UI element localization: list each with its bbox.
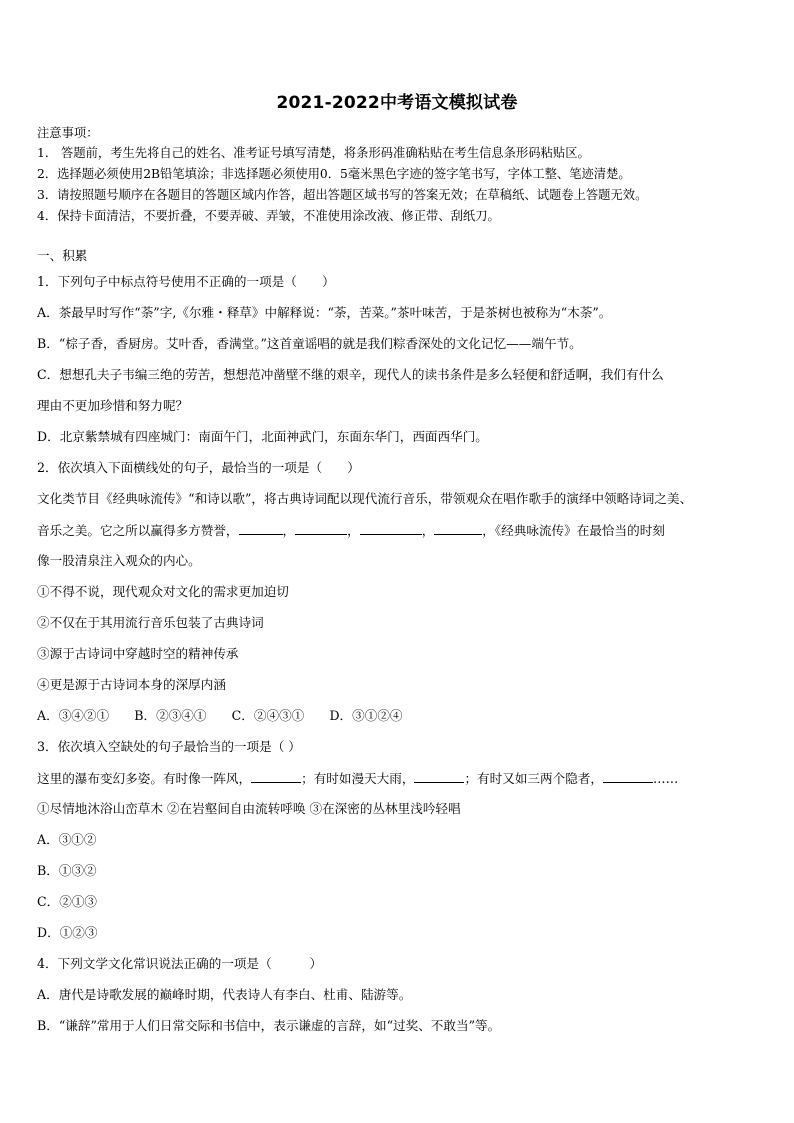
fill-blank	[239, 522, 283, 535]
question-1-option-b: B．“棕子香，香厨房。艾叶香，香满堂。”这首童谣唱的就是我们粽香深处的文化记忆——端午节。	[37, 336, 582, 351]
question-2-options: A．③④②① B．②③④① C．②④③① D．③①②④	[37, 708, 403, 723]
page-title: 2021-2022中考语文模拟试卷	[276, 93, 518, 113]
fill-blank	[295, 522, 347, 535]
question-3-option-a: A．③①②	[37, 832, 97, 847]
question-4-stem: 4．下列文学文化常识说法正确的一项是（ ）	[37, 956, 323, 971]
notice-item: 3．请按照题号顺序在各题目的答题区域内作答，超出答题区域书写的答案无效；在草稿纸、试题卷上答题无效。	[37, 188, 648, 202]
section-heading: 一、积累	[37, 248, 88, 263]
question-3-sentences: ①尽情地沐浴山峦草木 ②在岩壑间自由流转呼唤 ③在深密的丛林里浅吟轻唱	[37, 801, 461, 816]
separator: ，	[347, 523, 360, 538]
notice-item: 4．保持卡面清洁，不要折叠，不要弄破、弄皱，不准使用涂改液、修正带、刮纸刀。	[37, 209, 500, 223]
fill-blank	[434, 522, 482, 535]
question-3-option-b: B．①③②	[37, 863, 97, 878]
fill-blank	[251, 770, 301, 783]
passage-text: ；有时又如三两个隐者，	[464, 771, 603, 786]
question-2-sentence: ②不仅在于其用流行音乐包装了古典诗词	[37, 615, 264, 630]
question-3-option-d: D．①②③	[37, 925, 98, 940]
question-1-option-d: D．北京紫禁城有四座城门：南面午门，北面神武门，东面东华门，西面西华门。	[37, 429, 488, 444]
separator: ，	[482, 523, 495, 538]
question-4-option-b: B．“谦辞”常用于人们日常交际和书信中，表示谦虚的言辞，如“过奖、不敢当”等。	[37, 1018, 501, 1033]
passage-text: ；有时如漫天大雨，	[301, 771, 415, 786]
question-2-stem: 2．依次填入下面横线处的句子，最恰当的一项是（ ）	[37, 460, 360, 475]
separator: ，	[421, 523, 435, 538]
question-2-sentence: ③源于古诗词中穿越时空的精神传承	[37, 646, 239, 661]
fill-blank	[603, 770, 653, 783]
separator: ，	[282, 523, 296, 538]
question-2-sentence: ①不得不说，现代观众对文化的需求更加迫切	[37, 584, 289, 599]
notice-item: 1． 答题前，考生先将自己的姓名、准考证号填写清楚，将条形码准确粘贴在考生信息条形码粘贴区。	[37, 146, 590, 160]
question-2-passage-end: 像一股清泉注入观众的内心。	[37, 553, 201, 568]
passage-text: ……	[652, 771, 679, 786]
fill-blank	[414, 770, 464, 783]
question-3-stem: 3．依次填入空缺处的句子最恰当的一项是（ ）	[37, 739, 301, 754]
question-1-stem: 1．下列句子中标点符号使用不正确的一项是（ ）	[37, 274, 335, 289]
fill-blank	[360, 522, 422, 535]
question-1-option-c-cont: 理由不更加珍惜和努力呢？	[37, 398, 189, 413]
notice-item: 2．选择题必须使用2B铅笔填涂；非选择题必须使用0．5毫米黑色字迹的签字笔书写，字体工整、笔迹清楚。	[37, 167, 631, 181]
notice-heading: 注意事项：	[37, 126, 99, 140]
passage-text: 音乐之美。它之所以赢得多方赞誉，	[37, 523, 239, 538]
question-2-sentence: ④更是源于古诗词本身的深厚内涵	[37, 677, 226, 692]
question-3-passage	[37, 770, 764, 787]
passage-text: 这里的瀑布变幻多姿。有时像一阵风，	[37, 771, 252, 786]
question-1-option-a: A．茶最早时写作“荼”字,《尔雅・释草》中解释说：“荼，苦菜。”茶叶味苦，于是茶树也被称为“木荼”。	[37, 305, 612, 320]
question-4-option-a: A．唐代是诗歌发展的巅峰时期，代表诗人有李白、杜甫、陆游等。	[37, 987, 412, 1002]
question-2-passage-blanks	[37, 522, 764, 539]
question-2-passage: 文化类节目《经典咏流传》“和诗以歌”，将古典诗词配以现代流行音乐，带领观众在唱作歌手的演绎中领略诗词之美、	[37, 491, 693, 506]
passage-text: 《经典咏流传》在最恰当的时刻	[494, 523, 665, 538]
question-1-option-c: C．想想孔夫子韦编三绝的劳苦，想想范冲凿壁不继的艰辛，现代人的读书条件是多么轻便和舒适啊，我们有什么	[37, 367, 664, 382]
question-3-option-c: C．②①③	[37, 894, 98, 909]
